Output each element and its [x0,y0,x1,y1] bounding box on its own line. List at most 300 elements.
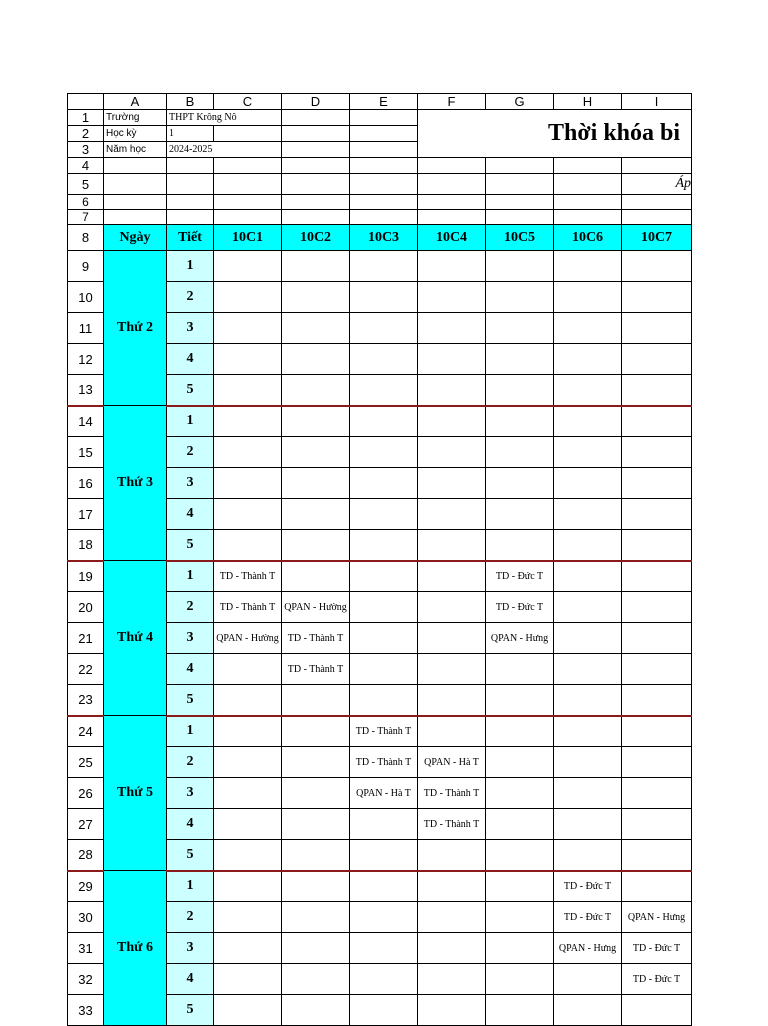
column-header-c[interactable]: C [214,94,282,110]
schedule-cell[interactable] [214,530,282,561]
schedule-cell[interactable] [554,716,622,747]
schedule-cell[interactable]: TD - Đức T [622,933,692,964]
schedule-cell[interactable] [554,964,622,995]
schedule-cell[interactable] [486,282,554,313]
schedule-cell[interactable]: TD - Đức T [486,561,554,592]
schedule-cell[interactable] [214,809,282,840]
period-number[interactable]: 4 [167,964,214,995]
schedule-cell[interactable]: TD - Thành T [214,592,282,623]
schedule-cell[interactable] [350,437,418,468]
row-number[interactable]: 5 [68,174,104,195]
schedule-cell[interactable]: QPAN - Hưng [486,623,554,654]
schedule-cell[interactable] [622,778,692,809]
schedule-cell[interactable] [486,468,554,499]
schedule-cell[interactable] [350,592,418,623]
cell[interactable] [418,174,486,195]
schedule-cell[interactable] [486,499,554,530]
schedule-cell[interactable] [282,406,350,437]
cell[interactable] [350,110,418,126]
schedule-cell[interactable] [350,561,418,592]
header-class[interactable]: 10C5 [486,225,554,251]
schedule-cell[interactable] [622,344,692,375]
schedule-cell[interactable] [350,375,418,406]
period-number[interactable]: 3 [167,313,214,344]
schedule-cell[interactable] [554,809,622,840]
cell[interactable] [104,158,167,174]
cell[interactable] [622,210,692,225]
schedule-cell[interactable] [486,871,554,902]
schedule-cell[interactable] [622,592,692,623]
header-class[interactable]: 10C7 [622,225,692,251]
header-class[interactable]: 10C1 [214,225,282,251]
schedule-cell[interactable] [554,561,622,592]
schedule-cell[interactable] [214,964,282,995]
schedule-cell[interactable] [350,623,418,654]
schedule-cell[interactable]: TD - Thành T [350,716,418,747]
row-number[interactable]: 31 [68,933,104,964]
schedule-cell[interactable] [282,375,350,406]
cell[interactable] [554,195,622,210]
schedule-cell[interactable] [282,840,350,871]
schedule-cell[interactable] [214,685,282,716]
cell[interactable] [104,210,167,225]
hocky-value[interactable]: 1 [167,126,214,142]
schedule-cell[interactable] [486,530,554,561]
period-number[interactable]: 4 [167,654,214,685]
cell[interactable] [214,158,282,174]
cell[interactable] [214,174,282,195]
schedule-cell[interactable] [418,344,486,375]
cell[interactable] [282,174,350,195]
schedule-cell[interactable] [418,437,486,468]
schedule-cell[interactable] [418,840,486,871]
row-number[interactable]: 33 [68,995,104,1026]
row-number[interactable]: 29 [68,871,104,902]
schedule-cell[interactable] [554,623,622,654]
header-class[interactable]: 10C3 [350,225,418,251]
cell[interactable] [418,195,486,210]
cell[interactable] [554,158,622,174]
cell[interactable] [104,174,167,195]
schedule-cell[interactable] [350,840,418,871]
schedule-cell[interactable] [282,964,350,995]
schedule-cell[interactable] [622,871,692,902]
row-number[interactable]: 6 [68,195,104,210]
schedule-cell[interactable] [554,747,622,778]
cell[interactable] [167,210,214,225]
schedule-cell[interactable] [282,778,350,809]
schedule-cell[interactable] [554,437,622,468]
schedule-cell[interactable] [418,964,486,995]
cell[interactable] [214,126,282,142]
schedule-cell[interactable] [622,685,692,716]
schedule-cell[interactable] [282,809,350,840]
row-number[interactable]: 7 [68,210,104,225]
schedule-cell[interactable] [418,282,486,313]
schedule-cell[interactable] [486,809,554,840]
schedule-cell[interactable] [554,282,622,313]
cell[interactable] [167,195,214,210]
period-number[interactable]: 5 [167,840,214,871]
header-ngay[interactable]: Ngày [104,225,167,251]
schedule-cell[interactable] [418,902,486,933]
schedule-cell[interactable] [214,778,282,809]
cell[interactable] [282,195,350,210]
schedule-cell[interactable] [214,654,282,685]
period-number[interactable]: 1 [167,406,214,437]
cell[interactable] [167,158,214,174]
cell[interactable] [282,126,350,142]
row-number[interactable]: 21 [68,623,104,654]
schedule-cell[interactable] [214,871,282,902]
schedule-cell[interactable] [350,995,418,1026]
row-number[interactable]: 26 [68,778,104,809]
schedule-cell[interactable] [622,530,692,561]
schedule-cell[interactable] [418,561,486,592]
schedule-cell[interactable] [282,747,350,778]
schedule-cell[interactable] [214,313,282,344]
header-tiet[interactable]: Tiết [167,225,214,251]
schedule-cell[interactable]: TD - Thành T [282,623,350,654]
period-number[interactable]: 1 [167,251,214,282]
column-header-e[interactable]: E [350,94,418,110]
schedule-cell[interactable] [486,406,554,437]
schedule-cell[interactable] [486,964,554,995]
namhoc-label[interactable]: Năm học [104,142,167,158]
row-number[interactable]: 18 [68,530,104,561]
period-number[interactable]: 1 [167,716,214,747]
period-number[interactable]: 1 [167,871,214,902]
schedule-cell[interactable] [418,375,486,406]
schedule-cell[interactable] [486,437,554,468]
schedule-cell[interactable] [418,933,486,964]
schedule-cell[interactable] [622,654,692,685]
row-number[interactable]: 25 [68,747,104,778]
cell[interactable] [282,158,350,174]
schedule-cell[interactable] [282,995,350,1026]
schedule-cell[interactable] [214,344,282,375]
row-number[interactable]: 14 [68,406,104,437]
schedule-cell[interactable]: TD - Đức T [622,964,692,995]
schedule-cell[interactable] [622,623,692,654]
row-number[interactable]: 24 [68,716,104,747]
cell[interactable] [486,158,554,174]
schedule-cell[interactable] [418,251,486,282]
schedule-cell[interactable] [554,685,622,716]
schedule-cell[interactable] [486,778,554,809]
page-title[interactable]: Thời khóa bi [418,110,692,158]
period-number[interactable]: 2 [167,437,214,468]
corner-cell[interactable] [68,94,104,110]
cell[interactable] [350,142,418,158]
schedule-cell[interactable] [418,406,486,437]
column-header-h[interactable]: H [554,94,622,110]
schedule-cell[interactable] [554,778,622,809]
schedule-cell[interactable] [622,995,692,1026]
schedule-cell[interactable] [486,251,554,282]
schedule-cell[interactable] [418,716,486,747]
schedule-cell[interactable] [554,375,622,406]
schedule-cell[interactable] [350,871,418,902]
schedule-cell[interactable] [486,902,554,933]
cell[interactable] [104,195,167,210]
cell[interactable] [486,174,554,195]
schedule-cell[interactable] [418,685,486,716]
schedule-cell[interactable] [486,995,554,1026]
column-header-g[interactable]: G [486,94,554,110]
row-number[interactable]: 20 [68,592,104,623]
schedule-cell[interactable] [214,499,282,530]
cell[interactable] [418,210,486,225]
period-number[interactable]: 3 [167,933,214,964]
column-header-d[interactable]: D [282,94,350,110]
schedule-cell[interactable] [350,809,418,840]
schedule-cell[interactable] [554,592,622,623]
period-number[interactable]: 2 [167,747,214,778]
row-number[interactable]: 4 [68,158,104,174]
row-number[interactable]: 1 [68,110,104,126]
schedule-cell[interactable]: QPAN - Hà T [350,778,418,809]
schedule-cell[interactable]: QPAN - Hường [214,623,282,654]
day-label[interactable]: Thứ 3 [104,406,167,561]
schedule-cell[interactable] [622,406,692,437]
schedule-cell[interactable] [622,747,692,778]
schedule-cell[interactable] [622,282,692,313]
hocky-label[interactable]: Học kỳ [104,126,167,142]
period-number[interactable]: 2 [167,282,214,313]
schedule-cell[interactable] [418,530,486,561]
cell[interactable] [282,210,350,225]
schedule-cell[interactable] [554,654,622,685]
cell[interactable] [554,210,622,225]
schedule-cell[interactable] [214,251,282,282]
ap-dung-text[interactable]: Áp [622,174,692,195]
namhoc-value[interactable]: 2024-2025 [167,142,282,158]
cell[interactable] [350,210,418,225]
schedule-cell[interactable] [622,251,692,282]
row-number[interactable]: 13 [68,375,104,406]
schedule-cell[interactable] [214,716,282,747]
schedule-cell[interactable] [282,468,350,499]
period-number[interactable]: 3 [167,468,214,499]
schedule-cell[interactable] [418,623,486,654]
period-number[interactable]: 1 [167,561,214,592]
column-header-b[interactable]: B [167,94,214,110]
schedule-cell[interactable] [350,933,418,964]
truong-label[interactable]: Trường [104,110,167,126]
schedule-cell[interactable]: TD - Thành T [418,778,486,809]
schedule-cell[interactable]: TD - Đức T [554,902,622,933]
schedule-cell[interactable] [350,313,418,344]
row-number[interactable]: 22 [68,654,104,685]
cell[interactable] [486,195,554,210]
schedule-cell[interactable] [282,344,350,375]
schedule-cell[interactable] [486,685,554,716]
schedule-cell[interactable]: TD - Thành T [418,809,486,840]
header-class[interactable]: 10C4 [418,225,486,251]
schedule-cell[interactable] [622,499,692,530]
schedule-cell[interactable] [214,282,282,313]
schedule-cell[interactable] [214,468,282,499]
schedule-cell[interactable] [486,933,554,964]
schedule-cell[interactable] [622,437,692,468]
schedule-cell[interactable] [622,809,692,840]
period-number[interactable]: 3 [167,778,214,809]
cell[interactable] [622,195,692,210]
cell[interactable] [486,210,554,225]
schedule-cell[interactable]: TD - Thành T [282,654,350,685]
period-number[interactable]: 4 [167,499,214,530]
row-number[interactable]: 17 [68,499,104,530]
row-number[interactable]: 10 [68,282,104,313]
column-header-i[interactable]: I [622,94,692,110]
schedule-cell[interactable] [554,313,622,344]
cell[interactable] [214,210,282,225]
cell[interactable] [350,126,418,142]
schedule-cell[interactable] [486,840,554,871]
schedule-cell[interactable] [214,747,282,778]
schedule-cell[interactable] [214,406,282,437]
cell[interactable] [418,158,486,174]
row-number[interactable]: 32 [68,964,104,995]
schedule-cell[interactable] [350,685,418,716]
row-number[interactable]: 9 [68,251,104,282]
row-number[interactable]: 3 [68,142,104,158]
schedule-cell[interactable] [350,530,418,561]
cell[interactable] [622,158,692,174]
schedule-cell[interactable]: TD - Đức T [486,592,554,623]
cell[interactable] [350,158,418,174]
header-class[interactable]: 10C2 [282,225,350,251]
period-number[interactable]: 2 [167,902,214,933]
schedule-cell[interactable] [214,840,282,871]
schedule-cell[interactable] [486,716,554,747]
schedule-cell[interactable] [282,685,350,716]
row-number[interactable]: 15 [68,437,104,468]
schedule-cell[interactable] [418,313,486,344]
schedule-cell[interactable] [418,592,486,623]
day-label[interactable]: Thứ 4 [104,561,167,716]
cell[interactable] [350,195,418,210]
schedule-cell[interactable] [282,313,350,344]
schedule-cell[interactable] [486,344,554,375]
period-number[interactable]: 5 [167,685,214,716]
row-number[interactable]: 30 [68,902,104,933]
schedule-cell[interactable] [350,654,418,685]
schedule-cell[interactable]: TD - Thành T [350,747,418,778]
period-number[interactable]: 3 [167,623,214,654]
schedule-cell[interactable] [554,840,622,871]
schedule-cell[interactable] [554,468,622,499]
row-number[interactable]: 8 [68,225,104,251]
schedule-cell[interactable] [622,561,692,592]
period-number[interactable]: 5 [167,375,214,406]
day-label[interactable]: Thứ 2 [104,251,167,406]
schedule-cell[interactable] [282,499,350,530]
row-number[interactable]: 12 [68,344,104,375]
schedule-cell[interactable] [282,251,350,282]
row-number[interactable]: 19 [68,561,104,592]
truong-value[interactable]: THPT Krông Nô [167,110,282,126]
schedule-cell[interactable]: TD - Đức T [554,871,622,902]
schedule-cell[interactable] [350,499,418,530]
schedule-cell[interactable] [486,375,554,406]
schedule-cell[interactable] [282,933,350,964]
schedule-cell[interactable]: TD - Thành T [214,561,282,592]
header-class[interactable]: 10C6 [554,225,622,251]
schedule-cell[interactable] [282,437,350,468]
schedule-cell[interactable] [554,251,622,282]
cell[interactable] [282,142,350,158]
schedule-cell[interactable] [350,902,418,933]
row-number[interactable]: 28 [68,840,104,871]
schedule-cell[interactable] [622,313,692,344]
schedule-cell[interactable]: QPAN - Hà T [418,747,486,778]
row-number[interactable]: 16 [68,468,104,499]
schedule-cell[interactable] [418,499,486,530]
schedule-cell[interactable] [282,716,350,747]
period-number[interactable]: 5 [167,995,214,1026]
schedule-cell[interactable] [418,654,486,685]
row-number[interactable]: 27 [68,809,104,840]
period-number[interactable]: 2 [167,592,214,623]
row-number[interactable]: 23 [68,685,104,716]
schedule-cell[interactable] [282,902,350,933]
cell[interactable] [350,174,418,195]
schedule-cell[interactable] [554,406,622,437]
schedule-cell[interactable] [554,499,622,530]
schedule-cell[interactable] [282,282,350,313]
period-number[interactable]: 5 [167,530,214,561]
schedule-cell[interactable] [418,871,486,902]
schedule-cell[interactable] [418,995,486,1026]
schedule-cell[interactable] [350,468,418,499]
schedule-cell[interactable] [622,716,692,747]
period-number[interactable]: 4 [167,809,214,840]
schedule-cell[interactable] [554,344,622,375]
schedule-cell[interactable]: QPAN - Hưng [554,933,622,964]
schedule-cell[interactable] [418,468,486,499]
schedule-cell[interactable] [350,964,418,995]
schedule-cell[interactable] [350,406,418,437]
schedule-cell[interactable] [282,561,350,592]
period-number[interactable]: 4 [167,344,214,375]
row-number[interactable]: 2 [68,126,104,142]
schedule-cell[interactable] [350,344,418,375]
column-header-f[interactable]: F [418,94,486,110]
cell[interactable] [167,174,214,195]
cell[interactable] [554,174,622,195]
schedule-cell[interactable] [282,530,350,561]
schedule-cell[interactable] [350,251,418,282]
schedule-cell[interactable] [554,530,622,561]
schedule-cell[interactable]: QPAN - Hưng [622,902,692,933]
schedule-cell[interactable] [554,995,622,1026]
schedule-cell[interactable] [214,995,282,1026]
schedule-cell[interactable] [350,282,418,313]
schedule-cell[interactable] [622,468,692,499]
schedule-cell[interactable] [214,375,282,406]
schedule-cell[interactable]: QPAN - Hường [282,592,350,623]
schedule-cell[interactable] [214,933,282,964]
schedule-cell[interactable] [622,375,692,406]
schedule-cell[interactable] [622,840,692,871]
schedule-cell[interactable] [486,747,554,778]
schedule-cell[interactable] [214,902,282,933]
day-label[interactable]: Thứ 5 [104,716,167,871]
cell[interactable] [282,110,350,126]
day-label[interactable]: Thứ 6 [104,871,167,1026]
